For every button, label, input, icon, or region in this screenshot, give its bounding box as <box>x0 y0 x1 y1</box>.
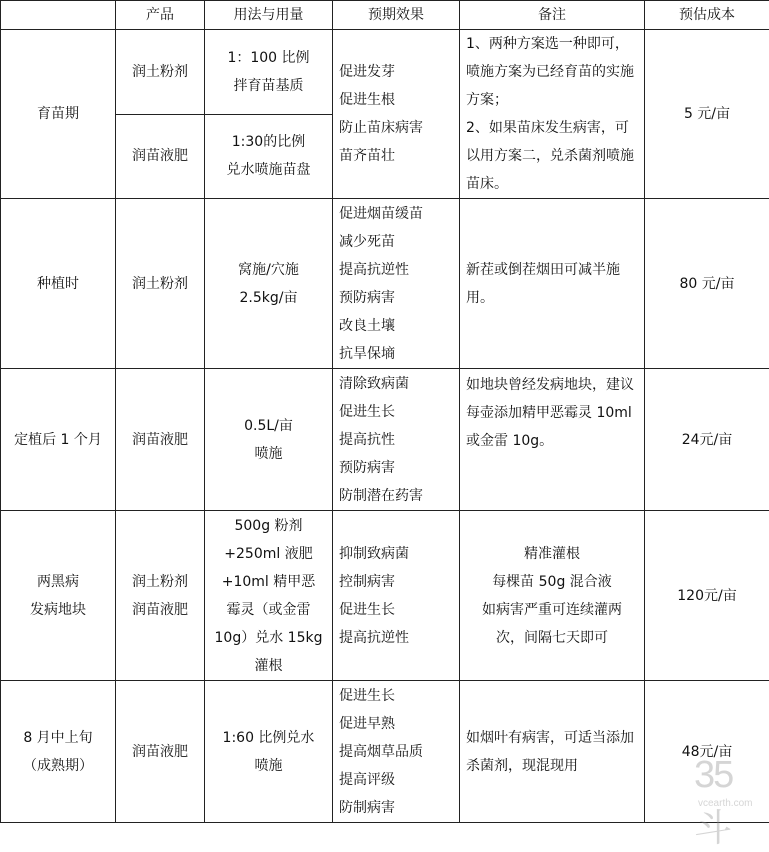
product-cell <box>116 369 205 511</box>
usage-line: 1：100 比例 <box>211 44 326 72</box>
usage-line: 拌育苗基质 <box>211 72 326 100</box>
cost-cell: 80 元/亩 <box>645 199 769 369</box>
usage-line: 2.5kg/亩 <box>211 284 326 312</box>
usage-cell <box>205 681 333 823</box>
stage-text: 育苗期 <box>7 100 109 128</box>
product-text: 润土粉剂 <box>122 58 198 86</box>
table-row <box>1 30 769 115</box>
usage-line: 10g）兑水 15kg <box>211 624 326 652</box>
effect-line: 提高抗逆性 <box>339 624 453 652</box>
effect-line: 促进生长 <box>339 398 453 426</box>
note-text: 如地块曾经发病地块，建议每壶添加精甲恶霉灵 10ml 或金雷 10g。 <box>466 371 638 455</box>
header-cost: 预估成本 <box>645 1 769 30</box>
usage-line: 霉灵（或金雷 <box>211 596 326 624</box>
cost-cell: 24元/亩 <box>645 369 769 511</box>
cost-cell: 48元/亩 <box>645 681 769 823</box>
header-note: 备注 <box>460 1 645 30</box>
effect-line: 促进发芽 <box>339 58 453 86</box>
effect-cell <box>333 681 460 823</box>
stage-cell <box>1 369 116 511</box>
note-text: 如烟叶有病害，可适当添加杀菌剂，现混现用 <box>466 724 638 780</box>
stage-text: （成熟期） <box>7 752 109 780</box>
usage-line: 兑水喷施苗盘 <box>211 156 326 184</box>
effect-line: 预防病害 <box>339 284 453 312</box>
table-row <box>1 369 769 511</box>
usage-cell <box>205 369 333 511</box>
table-header-row <box>1 1 769 30</box>
product-text: 润土粉剂 <box>122 568 198 596</box>
usage-line: +10ml 精甲恶 <box>211 568 326 596</box>
usage-line: 0.5L/亩 <box>211 412 326 440</box>
effect-line: 苗齐苗壮 <box>339 142 453 170</box>
effect-line: 抗旱保墒 <box>339 340 453 368</box>
stage-cell <box>1 199 116 369</box>
effect-line: 防止苗床病害 <box>339 114 453 142</box>
product-text: 润苗液肥 <box>122 596 198 624</box>
product-text: 润苗液肥 <box>122 142 198 170</box>
effect-line: 促进生根 <box>339 86 453 114</box>
stage-cell <box>1 681 116 823</box>
effect-cell <box>333 199 460 369</box>
effect-line: 促进生长 <box>339 682 453 710</box>
header-stage <box>1 1 116 30</box>
effect-line: 提高抗逆性 <box>339 256 453 284</box>
table-row <box>1 199 769 369</box>
effect-line: 提高烟草品质 <box>339 738 453 766</box>
usage-line: 灌根 <box>211 652 326 680</box>
note-text: 每棵苗 50g 混合液 <box>466 568 638 596</box>
note-cell <box>460 511 645 681</box>
usage-line: +250ml 液肥 <box>211 540 326 568</box>
note-text: 精准灌根 <box>466 540 638 568</box>
stage-cell <box>1 511 116 681</box>
stage-text: 8 月中上旬 <box>7 724 109 752</box>
header-effect: 预期效果 <box>333 1 460 30</box>
stage-cell <box>1 30 116 199</box>
usage-line: 1:60 比例兑水 <box>211 724 326 752</box>
table-row <box>1 511 769 681</box>
usage-line: 喷施 <box>211 752 326 780</box>
usage-cell <box>205 199 333 369</box>
effect-line: 促进烟苗缓苗 <box>339 200 453 228</box>
note-text: 1、两种方案选一种即可，喷施方案为已经育苗的实施方案； <box>466 30 638 114</box>
effect-line: 促进早熟 <box>339 710 453 738</box>
usage-line: 窝施/穴施 <box>211 256 326 284</box>
usage-line: 喷施 <box>211 440 326 468</box>
note-cell <box>460 30 645 199</box>
cost-cell: 5 元/亩 <box>645 30 769 199</box>
note-cell <box>460 681 645 823</box>
product-cell <box>116 30 205 115</box>
note-text: 次，间隔七天即可 <box>466 624 638 652</box>
product-text: 润土粉剂 <box>122 270 198 298</box>
effect-line: 抑制致病菌 <box>339 540 453 568</box>
effect-line: 预防病害 <box>339 454 453 482</box>
note-cell <box>460 369 645 511</box>
product-text: 润苗液肥 <box>122 426 198 454</box>
note-cell <box>460 199 645 369</box>
usage-line: 1:30的比例 <box>211 128 326 156</box>
effect-line: 减少死苗 <box>339 228 453 256</box>
stage-text: 种植时 <box>7 270 109 298</box>
site-watermark-logo <box>690 754 762 814</box>
effect-line: 提高评级 <box>339 766 453 794</box>
product-cell <box>116 681 205 823</box>
effect-line: 清除致病菌 <box>339 370 453 398</box>
note-text: 新茬或倒茬烟田可减半施用。 <box>466 256 638 312</box>
effect-line: 促进生长 <box>339 596 453 624</box>
cost-cell: 120元/亩 <box>645 511 769 681</box>
effect-line: 防制病害 <box>339 794 453 822</box>
usage-line: 500g 粉剂 <box>211 512 326 540</box>
note-text: 如病害严重可连续灌两 <box>466 596 638 624</box>
usage-cell <box>205 30 333 115</box>
stage-text: 发病地块 <box>7 596 109 624</box>
effect-line: 改良土壤 <box>339 312 453 340</box>
header-usage: 用法与用量 <box>205 1 333 30</box>
effect-line: 防制潜在药害 <box>339 482 453 510</box>
watermark-logo-text: 35斗 <box>694 754 762 852</box>
effect-line: 提高抗性 <box>339 426 453 454</box>
header-product: 产品 <box>116 1 205 30</box>
usage-cell <box>205 511 333 681</box>
watermark-site-text: vcearth.com <box>698 798 752 809</box>
effect-cell <box>333 511 460 681</box>
stage-text: 定植后 1 个月 <box>7 426 109 454</box>
product-cell <box>116 511 205 681</box>
stage-text: 两黑病 <box>7 568 109 596</box>
product-cell <box>116 114 205 199</box>
effect-cell <box>333 30 460 199</box>
product-cell <box>116 199 205 369</box>
usage-cell <box>205 114 333 199</box>
product-text: 润苗液肥 <box>122 738 198 766</box>
effect-line: 控制病害 <box>339 568 453 596</box>
table-row <box>1 681 769 823</box>
effect-cell <box>333 369 460 511</box>
note-text: 2、如果苗床发生病害，可以用方案二，兑杀菌剂喷施苗床。 <box>466 114 638 198</box>
